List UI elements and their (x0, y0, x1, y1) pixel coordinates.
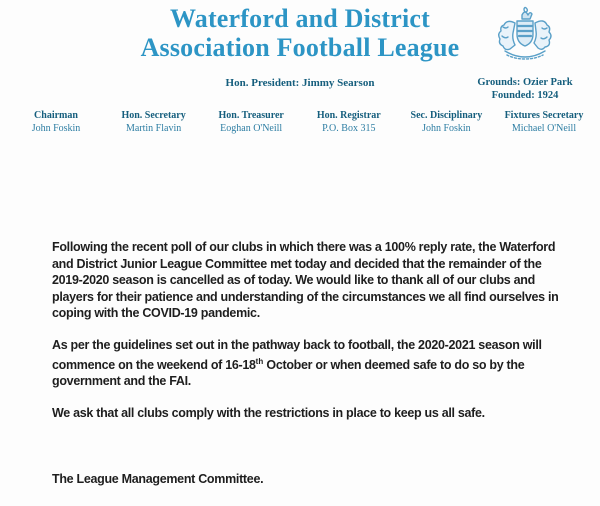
official-name: John Foskin (422, 123, 471, 134)
ordinal-superscript: th (255, 356, 264, 366)
official-name: Eoghan O'Neill (220, 123, 283, 134)
official-title: Hon. Registrar (316, 110, 381, 121)
city-crest-icon (450, 3, 600, 75)
official-name: P.O. Box 315 (322, 123, 376, 134)
paragraph-next-season-text: As per the guidelines set out in the pathway back to football, the 2020-2021 season will commence on the weekend of 16-18 (52, 337, 542, 372)
official-title: Sec. Disciplinary (410, 110, 483, 121)
official-name: Martin Flavin (125, 123, 182, 134)
paragraph-next-season (52, 337, 564, 390)
official-title: Chairman (34, 110, 78, 121)
crest-block (450, 3, 600, 102)
official-chairman (8, 110, 104, 134)
official-title: Fixtures Secretary (504, 110, 584, 121)
paragraph-season-cancelled: Following the recent poll of our clubs in which there was a 100% reply rate, the Waterford and District Junior League Committee met today and decided that the remainder of the 2019-2020 season is cancelled as of today. We would like to thank all of our clubs and players for their patience and understanding of the circumstances we all find ourselves in coping with the COVID-19 pandemic. (52, 240, 559, 321)
official-fixtures-secretary (496, 110, 592, 134)
league-title-line2: Association Football League (140, 33, 460, 62)
official-hon-treasurer (203, 110, 299, 134)
paragraph-restrictions: We ask that all clubs comply with the restrictions in place to keep us all safe. (52, 405, 485, 420)
president-line: Hon. President: Jimmy Searson (225, 77, 375, 89)
closing-signature: The League Management Committee. (52, 472, 264, 486)
official-hon-secretary (106, 110, 202, 134)
official-title: Hon. Secretary (121, 110, 186, 121)
official-name: John Foskin (31, 123, 81, 134)
officials-row (8, 110, 592, 134)
grounds-line: Grounds: Ozier Park (477, 77, 573, 88)
founded-line: Founded: 1924 (491, 89, 559, 101)
letter-body (52, 239, 564, 437)
official-name: Michael O'Neill (511, 123, 577, 134)
paragraph-next-season-text2: October or when deemed safe to do so by the government and the FAI. (52, 357, 525, 389)
official-hon-registrar (301, 110, 397, 134)
official-sec-disciplinary (398, 110, 494, 134)
league-title-line1: Waterford and District (169, 4, 431, 33)
official-title: Hon. Treasurer (218, 110, 284, 121)
